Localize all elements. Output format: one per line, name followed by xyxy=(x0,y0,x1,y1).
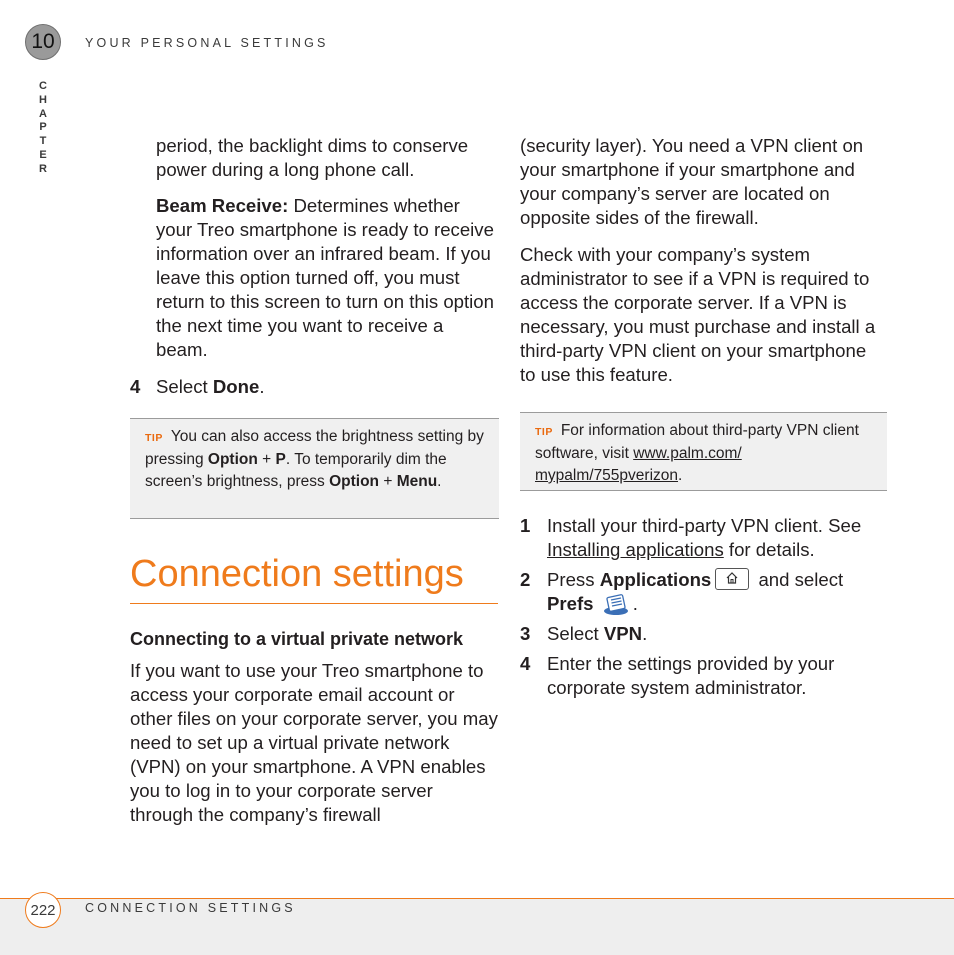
backlight-paragraph: period, the backlight dims to conserve power during a long phone call. xyxy=(156,135,469,180)
admin-check-paragraph: Check with your company’s system administrator to see if a VPN is required to access the corporate server. If a VPN is necessary, you must purchase and install a third-party VPN client on your smartphone to use this feature. xyxy=(520,244,876,385)
vpn-tip-box: TIP For information about third-party VPN client software, visit www.palm.com/ mypalm/755pverizon. xyxy=(520,412,887,491)
chapter-number-badge xyxy=(25,24,61,60)
left-column-intro xyxy=(156,134,498,362)
running-footer-title: CONNECTION SETTINGS xyxy=(85,901,296,915)
step-enter-settings: 4 Enter the settings provided by your corporate system administrator. xyxy=(520,653,835,698)
prefs-app-icon xyxy=(601,594,631,616)
page-number-badge xyxy=(25,892,61,928)
beam-receive-paragraph: Beam Receive: Determines whether your Treo smartphone is ready to receive information over an infrared beam. If you leave this option turned off, you must return to this screen to turn on this option the next time you want to receive a beam. xyxy=(156,195,494,360)
palm-website-link[interactable]: www.palm.com/ mypalm/755pverizon xyxy=(535,445,742,484)
step-install-client: 1 Install your third-party VPN client. See Installing applications for details. xyxy=(520,515,862,560)
beam-receive-term: Beam Receive: xyxy=(156,195,289,216)
brightness-tip-box: TIP You can also access the brightness setting by pressing Option + P. To temporarily dim the screen’s brightness, press Option + Menu. xyxy=(130,418,499,519)
step-number: 4 xyxy=(130,376,141,397)
right-column-text xyxy=(520,134,886,387)
security-layer-paragraph: (security layer). You need a VPN client on your smartphone if your smartphone and your company’s server are located on opposite sides of the firewall. xyxy=(520,135,864,228)
chapter-number: 10 xyxy=(31,30,55,53)
vpn-steps-list xyxy=(520,514,886,700)
page-number: 222 xyxy=(30,901,56,919)
subsection-heading: Connecting to a virtual private network xyxy=(130,629,464,649)
step-select-done: 4 Select Done. xyxy=(130,376,265,397)
running-header-title: YOUR PERSONAL SETTINGS xyxy=(85,36,329,50)
home-key-icon xyxy=(715,568,749,590)
vpn-intro-paragraph: If you want to use your Treo smartphone to access your corporate email account or other files on your corporate server, you may need to set up a virtual private network (VPN) on your smartphone. A VPN enables you to log in to your corporate server through the company’s firewall xyxy=(130,660,498,825)
installing-applications-link[interactable]: Installing applications xyxy=(547,539,724,560)
tip-label: TIP xyxy=(145,432,163,444)
step-select-vpn: 3 Select VPN. xyxy=(520,623,648,644)
step-press-applications: 2 Press Applications and select Prefs . xyxy=(520,569,844,614)
tip-label: TIP xyxy=(535,426,553,438)
chapter-vertical-label: C H A P T E R xyxy=(39,80,47,175)
section-title: Connection settings xyxy=(130,551,498,604)
